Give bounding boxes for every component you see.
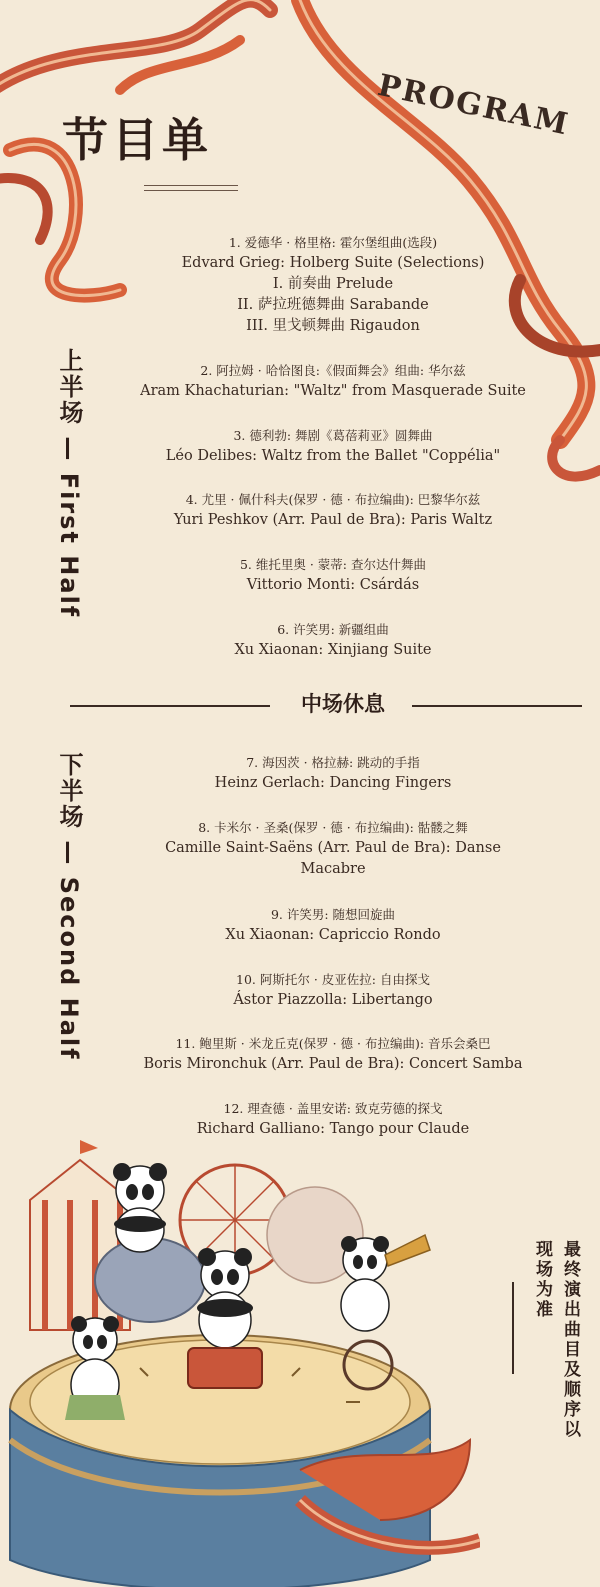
page-title-cn: 节目单	[62, 113, 212, 167]
piece-12	[88, 1098, 578, 1140]
piece-title-cn: 12. 理查德 · 盖里安诺: 致克劳德的探戈	[223, 1101, 443, 1116]
piece-title-en: Camille Saint-Saëns (Arr. Paul de Bra): Danse	[165, 840, 501, 856]
note-divider	[512, 1282, 514, 1374]
movement: I. 前奏曲 Prelude	[272, 276, 394, 292]
intermission-label: 中场休息	[301, 692, 385, 716]
piece-9	[88, 904, 578, 946]
piece-5	[88, 554, 578, 596]
intermission-divider	[70, 688, 582, 722]
movement: III. 里戈顿舞曲 Rigaudon	[246, 318, 420, 334]
piece-title-en: Aram Khachaturian: "Waltz" from Masquerade Suite	[140, 383, 526, 399]
piece-title-cn: 6. 许笑男: 新疆组曲	[277, 622, 389, 637]
piece-title-en: Boris Mironchuk (Arr. Paul de Bra): Concert Samba	[143, 1056, 523, 1072]
piece-title-cn: 7. 海因茨 · 格拉赫: 跳动的手指	[246, 755, 420, 770]
piece-2	[88, 360, 578, 402]
piece-title-en: Ástor Piazzolla: Libertango	[233, 992, 433, 1008]
piece-title-en: Xu Xiaonan: Capriccio Rondo	[225, 927, 441, 943]
piece-title-en: Xu Xiaonan: Xinjiang Suite	[234, 642, 432, 658]
piece-3	[88, 425, 578, 467]
piece-title-en: Edvard Grieg: Holberg Suite (Selections)	[181, 255, 485, 271]
piece-title-cn: 4. 尤里 · 佩什科夫(保罗 · 德 · 布拉编曲): 巴黎华尔兹	[185, 492, 481, 507]
piece-title-cn: 5. 维托里奥 · 蒙蒂: 查尔达什舞曲	[239, 557, 426, 572]
piece-4	[88, 489, 578, 531]
piece-title-cn: 8. 卡米尔 · 圣桑(保罗 · 德 · 布拉编曲): 骷髅之舞	[198, 820, 468, 835]
piece-title-en: Yuri Peshkov (Arr. Paul de Bra): Paris Waltz	[173, 512, 493, 528]
circus-panda-illustration	[0, 1140, 480, 1587]
movement: II. 萨拉班德舞曲 Sarabande	[237, 297, 429, 313]
schedule-note: 最终演出曲目及顺序以现场为准	[532, 1240, 580, 1440]
piece-title-en: Léo Delibes: Waltz from the Ballet "Coppélia"	[165, 448, 501, 464]
piece-title-cn: 2. 阿拉姆 · 哈恰图良:《假面舞会》组曲: 华尔兹	[200, 363, 466, 378]
piece-title-en: Heinz Gerlach: Dancing Fingers	[214, 775, 452, 791]
piece-title-cn: 1. 爱德华 · 格里格: 霍尔堡组曲(选段)	[228, 235, 438, 250]
divider-line-left	[70, 705, 270, 707]
piece-title-cn: 11. 鲍里斯 · 米龙丘克(保罗 · 德 · 布拉编曲): 音乐会桑巴	[175, 1036, 491, 1051]
piece-7	[88, 752, 578, 794]
second-half-label: 下半场 — Second Half	[55, 752, 83, 1061]
piece-1	[88, 232, 578, 337]
piece-11	[88, 1033, 578, 1075]
piece-10	[88, 969, 578, 1011]
piece-title-cn: 3. 德利勃: 舞剧《葛蓓莉亚》圆舞曲	[233, 428, 433, 443]
piece-title-en: Vittorio Monti: Csárdás	[246, 577, 420, 593]
title-underline	[144, 185, 238, 191]
piece-title-en: Richard Galliano: Tango pour Claude	[196, 1121, 470, 1137]
piece-title-cn: 10. 阿斯托尔 · 皮亚佐拉: 自由探戈	[236, 972, 430, 987]
piece-8	[88, 817, 578, 880]
divider-line-right	[412, 705, 582, 707]
first-half-label: 上半场 — First Half	[55, 348, 83, 619]
piece-title-cn: 9. 许笑男: 随想回旋曲	[270, 907, 396, 922]
piece-6	[88, 619, 578, 661]
piece-title-en-cont: Macabre	[300, 861, 366, 877]
page-title-en: PROGRAM	[374, 68, 573, 143]
first-half-program	[88, 232, 578, 337]
